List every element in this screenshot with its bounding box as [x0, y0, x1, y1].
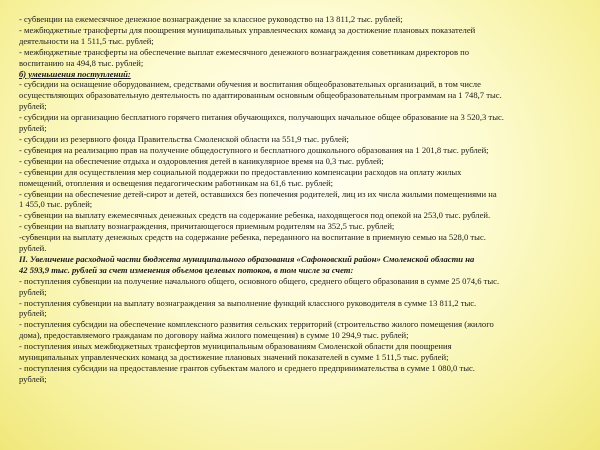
text-line: деятельности на 1 511,5 тыс. рублей;	[19, 35, 154, 46]
text-line: - поступления субвенции на выплату вознаграждения за выполнение функций классного руководителя в сумме 13 811,2 тыс.	[19, 297, 477, 308]
text-line: муниципальных управленческих команд за достижение плановых значений показателей в сумме 1 511,5 тыс. рублей;	[19, 352, 449, 363]
subsection-heading-line: б) уменьшения поступлений:	[19, 68, 131, 79]
text-line: - межбюджетные трансферты на обеспечение выплат ежемесячного денежного вознаграждения советникам директоров по	[19, 46, 470, 57]
text-line: - поступления иных межбюджетных трансфертов муниципальным образованиям Смоленской области для поощрения	[19, 341, 452, 352]
text-line: рублей;	[19, 123, 47, 134]
text-line: - субсидии на организацию бесплатного горячего питания обучающихся, получающих начальное общее образование на 3 520,3 тыс.	[19, 112, 504, 123]
text-line: воспитанию на 494,8 тыс. рублей;	[19, 57, 144, 68]
text-line: - субвенции на выплату ежемесячных денежных средств на содержание ребенка, находящегося под опекой на 253,0 тыс. рублей.	[19, 210, 491, 221]
text-line: 1 455,0 тыс. рублей;	[19, 199, 93, 210]
text-line: -субвенции на выплату денежных средств на содержание ребенка, переданного на воспитание в приемную семью на 528,0 тыс.	[19, 232, 486, 243]
document-body	[19, 14, 587, 385]
text-line: рублей;	[19, 373, 47, 384]
text-line: - субвенция на реализацию прав на получение общедоступного и бесплатного дошкольного образования на 1 201,8 тыс. рублей;	[19, 144, 489, 155]
text-line: - субвенции на выплату вознаграждения, причитающегося приемным родителям на 352,5 тыс. рублей;	[19, 221, 395, 232]
section-heading-line: II. Увеличение расходной части бюджета муниципального образования «Сафоновский район» Смоленской области на	[19, 253, 475, 264]
text-line: - субвенции на обеспечение детей-сирот и детей, оставшихся без попечения родителей, лиц из их числа жилыми помещениями на	[19, 188, 497, 199]
text-line: - поступления субсидии на обеспечение комплексного развития сельских территорий (строительство жилого помещения (жилого	[19, 319, 494, 330]
text-line: помещений, отопления и освещения педагогическим работникам на 61,6 тыс. рублей;	[19, 177, 334, 188]
text-line: - межбюджетные трансферты для поощрения муниципальных управленческих команд за достижение плановых показателей	[19, 24, 476, 35]
text-line: осуществляющих образовательную деятельность по адаптированным основным общеобразовательным программам на 1 748,7 тыс.	[19, 90, 502, 101]
text-line: - субсидии из резервного фонда Правительства Смоленской области на 551,9 тыс. рублей;	[19, 133, 349, 144]
section-heading-line: 42 593,9 тыс. рублей за счет изменения объемов целевых потоков, в том числе за счет:	[19, 264, 354, 275]
text-line: рублей.	[19, 243, 47, 254]
text-line: - субвенции на ежемесячное денежное вознаграждение за классное руководство на 13 811,2 тыс. рублей;	[19, 14, 403, 24]
text-line: - поступления субвенции на получение начального общего, основного общего, среднего общего образования в сумме 25 074,6 тыс.	[19, 275, 500, 286]
text-line: рублей;	[19, 101, 47, 112]
text-line: - субвенции на обеспечение отдыха и оздоровления детей в каникулярное время на 0,3 тыс. рублей;	[19, 155, 384, 166]
text-line: - субвенции для осуществления мер социальной поддержки по предоставлению компенсации расходов на оплату жилых	[19, 166, 462, 177]
text-line: - поступления субсидии на предоставление грантов субъектам малого и среднего предпринимательства в сумме 1 080,0 тыс.	[19, 363, 475, 373]
text-line: рублей;	[19, 286, 47, 297]
text-line: - субсидии на оснащение оборудованием, средствами обучения и воспитания общеобразовательных организаций, в том числе	[19, 79, 481, 90]
text-line: дома), предоставляемого гражданам по договору найма жилого помещения) в сумме 10 294,9 тыс. рублей;	[19, 330, 409, 341]
text-line: рублей;	[19, 308, 47, 319]
